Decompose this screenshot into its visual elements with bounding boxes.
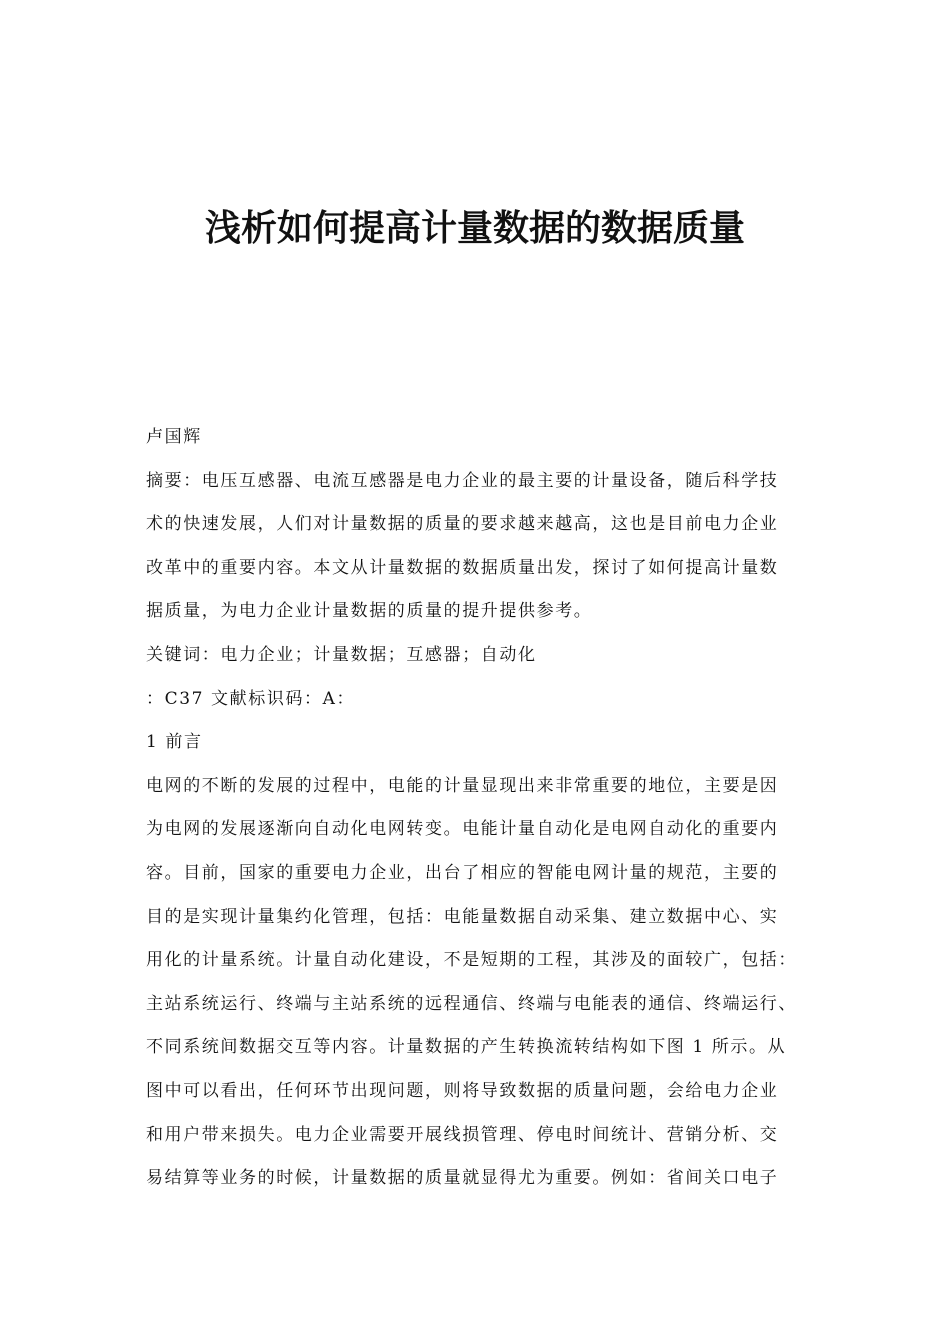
body-line-9: 和用户带来损失。电力企业需要开展线损管理、停电时间统计、营销分析、交 xyxy=(146,1124,779,1145)
body-line-4: 目的是实现计量集约化管理，包括：电能量数据自动采集、建立数据中心、实 xyxy=(146,906,779,927)
body-line-1: 电网的不断的发展的过程中，电能的计量显现出来非常重要的地位，主要是因 xyxy=(146,775,779,796)
body-line-10: 易结算等业务的时候，计量数据的质量就显得尤为重要。例如：省间关口电子 xyxy=(146,1168,779,1189)
classification-line: ：C37 文献标识码：A： xyxy=(146,688,356,709)
body-line-8: 图中可以看出，任何环节出现问题，则将导致数据的质量问题，会给电力企业 xyxy=(146,1080,779,1101)
body-line-2: 为电网的发展逐渐向自动化电网转变。电能计量自动化是电网自动化的重要内 xyxy=(146,819,779,840)
body-line-3: 容。目前，国家的重要电力企业，出台了相应的智能电网计量的规范，主要的 xyxy=(146,862,779,883)
body-line-5: 用化的计量系统。计量自动化建设，不是短期的工程，其涉及的面较广，包括： xyxy=(146,950,797,971)
author-name: 卢国辉 xyxy=(146,427,202,447)
body-line-6: 主站系统运行、终端与主站系统的远程通信、终端与电能表的通信、终端运行、 xyxy=(146,993,797,1014)
section-heading: 1 前言 xyxy=(146,732,203,753)
document-title: 浅析如何提高计量数据的数据质量 xyxy=(204,207,745,249)
abstract-line-4: 据质量，为电力企业计量数据的质量的提升提供参考。 xyxy=(146,601,593,622)
abstract-line-1: 摘要：电压互感器、电流互感器是电力企业的最主要的计量设备，随后科学技 xyxy=(146,470,779,491)
abstract-line-3: 改革中的重要内容。本文从计量数据的数据质量出发，探讨了如何提高计量数 xyxy=(146,557,779,578)
keywords-line: 关键词：电力企业；计量数据；互感器；自动化 xyxy=(146,644,537,665)
abstract-line-2: 术的快速发展，人们对计量数据的质量的要求越来越高，这也是目前电力企业 xyxy=(146,514,779,535)
document-body xyxy=(146,416,808,1201)
body-line-7: 不同系统间数据交互等内容。计量数据的产生转换流转结构如下图 1 所示。从 xyxy=(146,1037,787,1058)
